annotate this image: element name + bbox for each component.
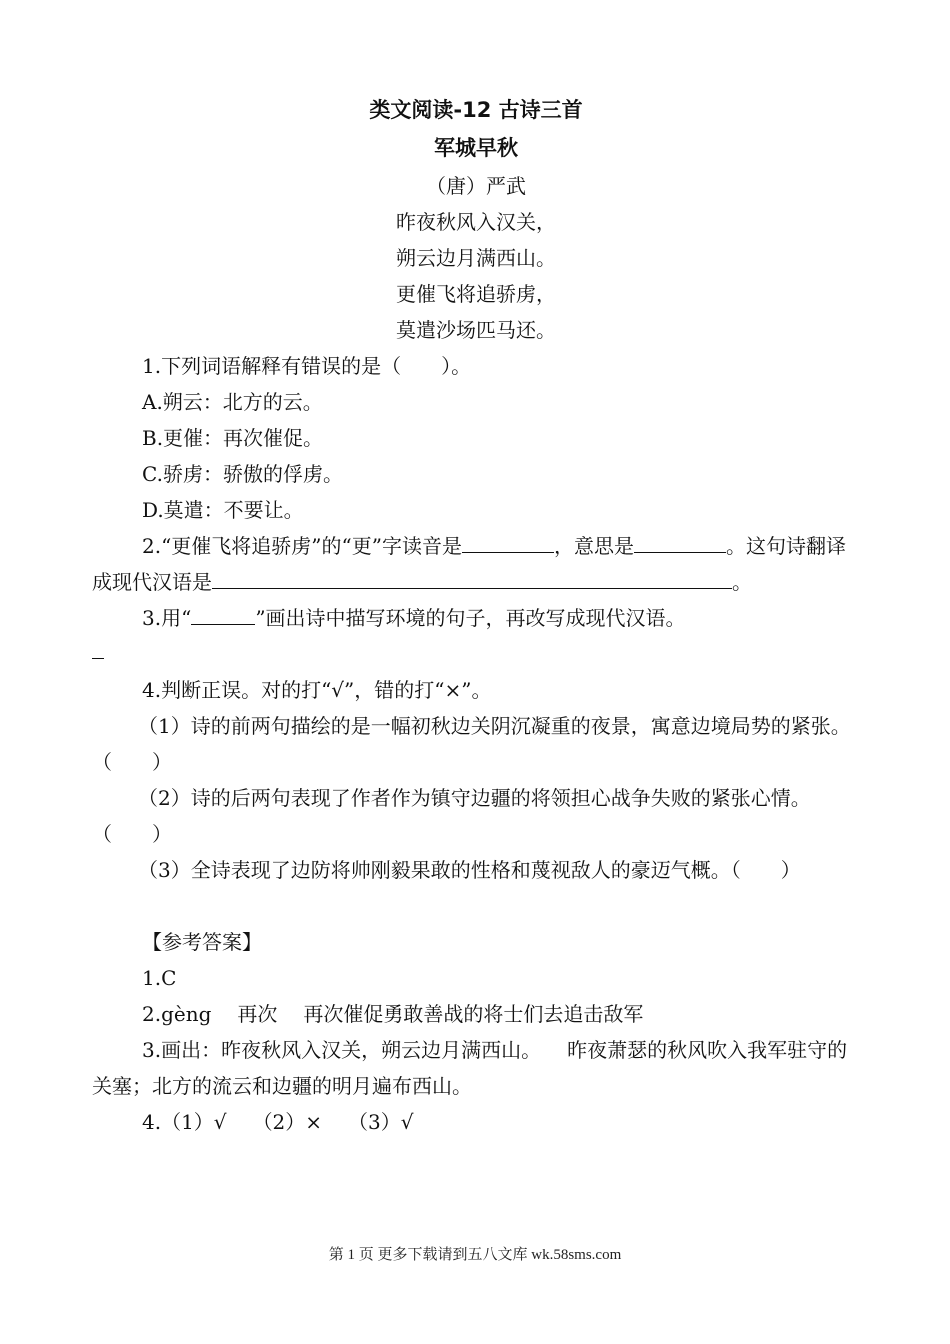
answer-1: 1.C bbox=[142, 966, 177, 990]
answer-3 bbox=[92, 1032, 860, 1104]
poem-author: （唐）严武 bbox=[426, 174, 526, 198]
spacer bbox=[92, 888, 860, 924]
pronunciation-blank[interactable] bbox=[462, 530, 554, 553]
question-1-option-a: A.朔云：北方的云。 bbox=[142, 390, 323, 414]
answer-2-pinyin: 2.gèng bbox=[142, 1002, 212, 1026]
answer-2-meaning: 再次 bbox=[237, 1002, 278, 1026]
answer-4-item-3: （3）√ bbox=[348, 1110, 414, 1134]
question-2-part3: 。这句诗翻译成现代汉语是 bbox=[92, 534, 846, 594]
question-4-item-3: （3）全诗表现了边防将帅刚毅果敢的性格和蔑视敌人的豪迈气概。（ ） bbox=[138, 858, 801, 882]
answer-3-translation: 昨夜萧瑟的秋风吹入我军驻守的关塞；北方的流云和边疆的明月遍布西山。 bbox=[92, 1038, 848, 1098]
underline-mark-sample bbox=[191, 602, 255, 625]
question-4-item-1: （1）诗的前两句描绘的是一幅初秋边关阴沉凝重的夜景，寓意边境局势的紧张。（ ） bbox=[92, 714, 851, 774]
answer-3-marked: 3.画出：昨夜秋风入汉关，朔云边月满西山。 bbox=[142, 1038, 542, 1062]
question-3-part1: 3.用“ bbox=[142, 606, 192, 630]
translation-blank[interactable] bbox=[212, 566, 732, 589]
page-footer: 第 1 页 更多下载请到五八文库 wk.58sms.com bbox=[328, 1247, 622, 1263]
question-3-part2: ”画出诗中描写环境的句子，再改写成现代汉语。 bbox=[255, 606, 686, 630]
answer-2 bbox=[92, 996, 860, 1032]
answer-4-item-1: 4.（1）√ bbox=[142, 1110, 227, 1134]
poem-line: 莫遣沙场匹马还。 bbox=[396, 318, 556, 342]
question-1-stem: 1.下列词语解释有错误的是（ ）。 bbox=[142, 354, 472, 378]
question-2-part4: 。 bbox=[732, 570, 752, 594]
answer-4-item-2: （2）× bbox=[252, 1110, 323, 1134]
question-1-option-b: B.更催：再次催促。 bbox=[142, 426, 324, 450]
meaning-blank[interactable] bbox=[634, 530, 726, 553]
question-2-part2: ，意思是 bbox=[553, 534, 634, 558]
question-4-stem: 4.判断正误。对的打“√”，错的打“×”。 bbox=[142, 678, 492, 702]
document-title: 类文阅读-12 古诗三首 bbox=[369, 98, 583, 122]
question-2-part1: 2.“更催飞将追骄虏”的“更”字读音是 bbox=[142, 534, 462, 558]
question-1-option-c: C.骄虏：骄傲的俘虏。 bbox=[142, 462, 343, 486]
answer-line[interactable] bbox=[92, 636, 860, 672]
answer-4 bbox=[92, 1104, 860, 1140]
poem-line: 昨夜秋风入汉关， bbox=[396, 210, 556, 234]
poem-line: 更催飞将追骄虏， bbox=[396, 282, 556, 306]
answer-2-translation: 再次催促勇敢善战的将士们去追击敌军 bbox=[303, 1002, 644, 1026]
question-3 bbox=[92, 600, 860, 636]
answers-heading: 【参考答案】 bbox=[142, 930, 262, 954]
question-1-option-d: D.莫遣：不要让。 bbox=[142, 498, 304, 522]
document-page bbox=[92, 92, 860, 1140]
poem-line: 朔云边月满西山。 bbox=[396, 246, 556, 270]
poem-title: 军城早秋 bbox=[434, 136, 518, 160]
question-4-item-2: （2）诗的后两句表现了作者作为镇守边疆的将领担心战争失败的紧张心情。（ ） bbox=[92, 786, 811, 846]
question-2 bbox=[92, 528, 860, 600]
